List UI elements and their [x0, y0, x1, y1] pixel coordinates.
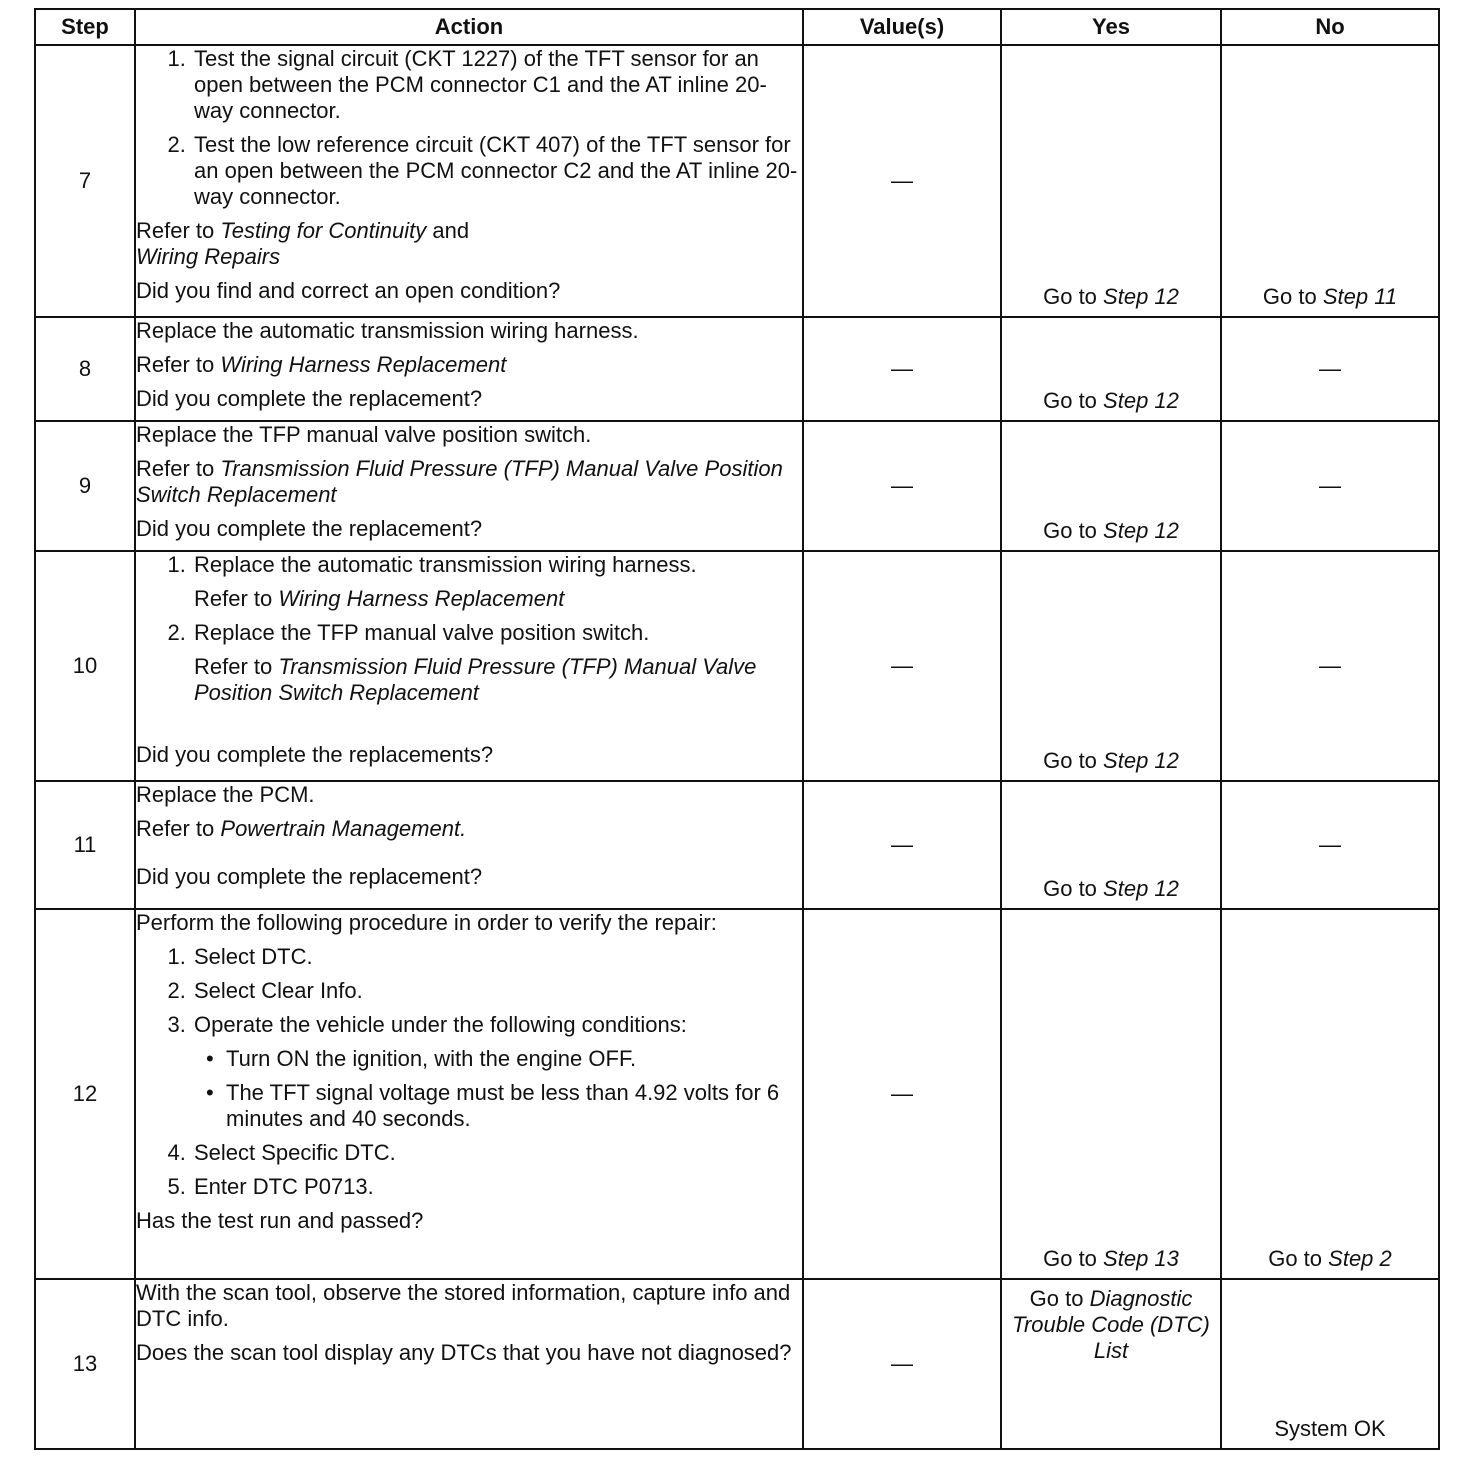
action-list [136, 46, 802, 210]
diagnostic-table-page [34, 8, 1438, 1450]
header-yes: Yes [1001, 9, 1221, 45]
yes-goto[interactable] [1002, 748, 1220, 774]
goto-label: Go to [1043, 748, 1097, 773]
no-result: System OK [1274, 1416, 1386, 1441]
action-cell [135, 317, 803, 421]
step-number: 11 [35, 781, 135, 909]
no-cell [1221, 45, 1439, 317]
header-values: Value(s) [803, 9, 1001, 45]
no-cell: — [1221, 551, 1439, 781]
table-row-step-11 [35, 781, 1439, 909]
step-number: 7 [35, 45, 135, 317]
goto-target: Step 2 [1328, 1246, 1392, 1271]
yes-cell [1001, 45, 1221, 317]
action-line: Replace the automatic transmission wiring harness. [136, 318, 639, 343]
refer-line [136, 816, 802, 842]
procedure-item: 1. Select DTC. [192, 944, 802, 970]
goto-target: Step 12 [1103, 284, 1179, 309]
refer-prefix: Refer to [136, 816, 215, 841]
value-cell: — [803, 909, 1001, 1279]
yes-goto[interactable] [1002, 1246, 1220, 1272]
goto-label: Go to [1268, 1246, 1323, 1271]
condition-list [194, 1046, 802, 1132]
refer-link[interactable]: Wiring Harness Replacement [278, 586, 565, 611]
table-row-step-10 [35, 551, 1439, 781]
table-row-step-12 [35, 909, 1439, 1279]
question: Did you find and correct an open condition? [136, 278, 561, 303]
no-cell: — [1221, 421, 1439, 551]
question: Does the scan tool display any DTCs that you have not diagnosed? [136, 1340, 792, 1365]
procedure-item-text: Operate the vehicle under the following conditions: [194, 1012, 687, 1037]
goto-target: Step 11 [1322, 284, 1398, 309]
action-item: 2. Test the low reference circuit (CKT 407) of the TFT sensor for an open between the PCM connector C2 and the AT inline 20-way connector. [192, 132, 802, 210]
refer-prefix: Refer to [136, 456, 215, 481]
diagnostic-table [34, 8, 1440, 1450]
step-number: 10 [35, 551, 135, 781]
value-cell: — [803, 551, 1001, 781]
yes-cell [1001, 909, 1221, 1279]
value-cell: — [803, 45, 1001, 317]
procedure-list [136, 944, 802, 1200]
procedure-item: 5. Enter DTC P0713. [192, 1174, 802, 1200]
value-cell: — [803, 1279, 1001, 1449]
value-cell: — [803, 781, 1001, 909]
procedure-item: 4. Select Specific DTC. [192, 1140, 802, 1166]
table-row-step-8 [35, 317, 1439, 421]
header-action: Action [135, 9, 803, 45]
question: Did you complete the replacement? [136, 386, 483, 411]
refer-link[interactable]: Transmission Fluid Pressure (TFP) Manual Valve Position Switch Replacement [136, 456, 783, 507]
action-item: 1. Test the signal circuit (CKT 1227) of the TFT sensor for an open between the PCM connector C1 and the AT inline 20-way connector. [192, 46, 802, 124]
yes-goto[interactable] [1002, 876, 1220, 902]
spacer [136, 714, 802, 742]
no-cell: — [1221, 781, 1439, 909]
condition-item: • Turn ON the ignition, with the engine OFF. [224, 1046, 802, 1072]
action-cell [135, 781, 803, 909]
header-no: No [1221, 9, 1439, 45]
step-number: 13 [35, 1279, 135, 1449]
yes-cell [1001, 421, 1221, 551]
question: Did you complete the replacements? [136, 742, 494, 767]
no-cell [1221, 1279, 1439, 1449]
step-number: 9 [35, 421, 135, 551]
refer-prefix: Refer to [194, 654, 273, 679]
no-cell [1221, 909, 1439, 1279]
yes-goto[interactable] [1002, 284, 1220, 310]
refer-link[interactable]: Testing for Continuity [220, 218, 427, 243]
action-cell [135, 909, 803, 1279]
action-item [192, 552, 802, 612]
condition-item: • The TFT signal voltage must be less than 4.92 volts for 6 minutes and 40 seconds. [224, 1080, 802, 1132]
procedure-item [192, 1012, 802, 1132]
refer-prefix: Refer to [194, 586, 273, 611]
no-goto[interactable] [1222, 1246, 1438, 1272]
goto-target: Step 13 [1103, 1246, 1179, 1271]
goto-target: Step 12 [1103, 876, 1179, 901]
goto-label: Go to [1043, 1246, 1097, 1271]
no-goto[interactable] [1222, 284, 1438, 310]
question: Has the test run and passed? [136, 1208, 424, 1233]
goto-label: Go to [1043, 518, 1097, 543]
goto-target: Step 12 [1103, 748, 1179, 773]
value-cell: — [803, 317, 1001, 421]
action-item [192, 620, 802, 706]
yes-goto[interactable] [1002, 1286, 1220, 1364]
goto-label: Go to [1029, 1286, 1084, 1311]
goto-label: Go to [1262, 284, 1317, 309]
header-row [35, 9, 1439, 45]
yes-goto[interactable] [1002, 388, 1220, 414]
action-line: Replace the TFP manual valve position switch. [136, 422, 592, 447]
goto-label: Go to [1043, 284, 1097, 309]
no-cell: — [1221, 317, 1439, 421]
spacer [136, 850, 802, 864]
yes-cell [1001, 781, 1221, 909]
goto-target: Step 12 [1103, 388, 1179, 413]
refer-prefix: Refer to [136, 218, 215, 243]
yes-goto[interactable] [1002, 518, 1220, 544]
yes-cell [1001, 317, 1221, 421]
action-cell [135, 421, 803, 551]
step-number: 8 [35, 317, 135, 421]
question: Did you complete the replacement? [136, 864, 483, 889]
refer-line [194, 586, 802, 612]
refer-prefix: Refer to [136, 352, 215, 377]
refer-link[interactable]: Transmission Fluid Pressure (TFP) Manual Valve Position Switch Replacement [194, 654, 757, 705]
value-cell: — [803, 421, 1001, 551]
refer-line [194, 654, 802, 706]
table-row-step-7 [35, 45, 1439, 317]
action-item-text: Replace the TFP manual valve position switch. [194, 620, 650, 645]
table-row-step-13 [35, 1279, 1439, 1449]
action-item-text: Replace the automatic transmission wiring harness. [194, 552, 697, 577]
goto-target: Step 12 [1103, 518, 1179, 543]
action-cell [135, 551, 803, 781]
procedure-item: 2. Select Clear Info. [192, 978, 802, 1004]
yes-cell [1001, 1279, 1221, 1449]
action-list [136, 552, 802, 706]
action-cell [135, 1279, 803, 1449]
table-row-step-9 [35, 421, 1439, 551]
refer-line [136, 218, 802, 270]
action-line: With the scan tool, observe the stored information, capture info and DTC info. [136, 1280, 791, 1331]
refer-link[interactable]: Powertrain Management. [220, 816, 467, 841]
refer-line [136, 456, 802, 508]
step-number: 12 [35, 909, 135, 1279]
yes-cell [1001, 551, 1221, 781]
refer-link[interactable]: Wiring Harness Replacement [220, 352, 507, 377]
question: Did you complete the replacement? [136, 516, 483, 541]
action-cell [135, 45, 803, 317]
refer-line [136, 352, 802, 378]
goto-label: Go to [1043, 876, 1097, 901]
procedure-intro: Perform the following procedure in order to verify the repair: [136, 910, 717, 935]
refer-and: and [432, 218, 470, 243]
goto-label: Go to [1043, 388, 1097, 413]
action-line: Replace the PCM. [136, 782, 315, 807]
goto-target: Diagnostic Trouble Code (DTC) List [1012, 1286, 1210, 1363]
header-step: Step [35, 9, 135, 45]
refer-link[interactable]: Wiring Repairs [136, 244, 281, 269]
